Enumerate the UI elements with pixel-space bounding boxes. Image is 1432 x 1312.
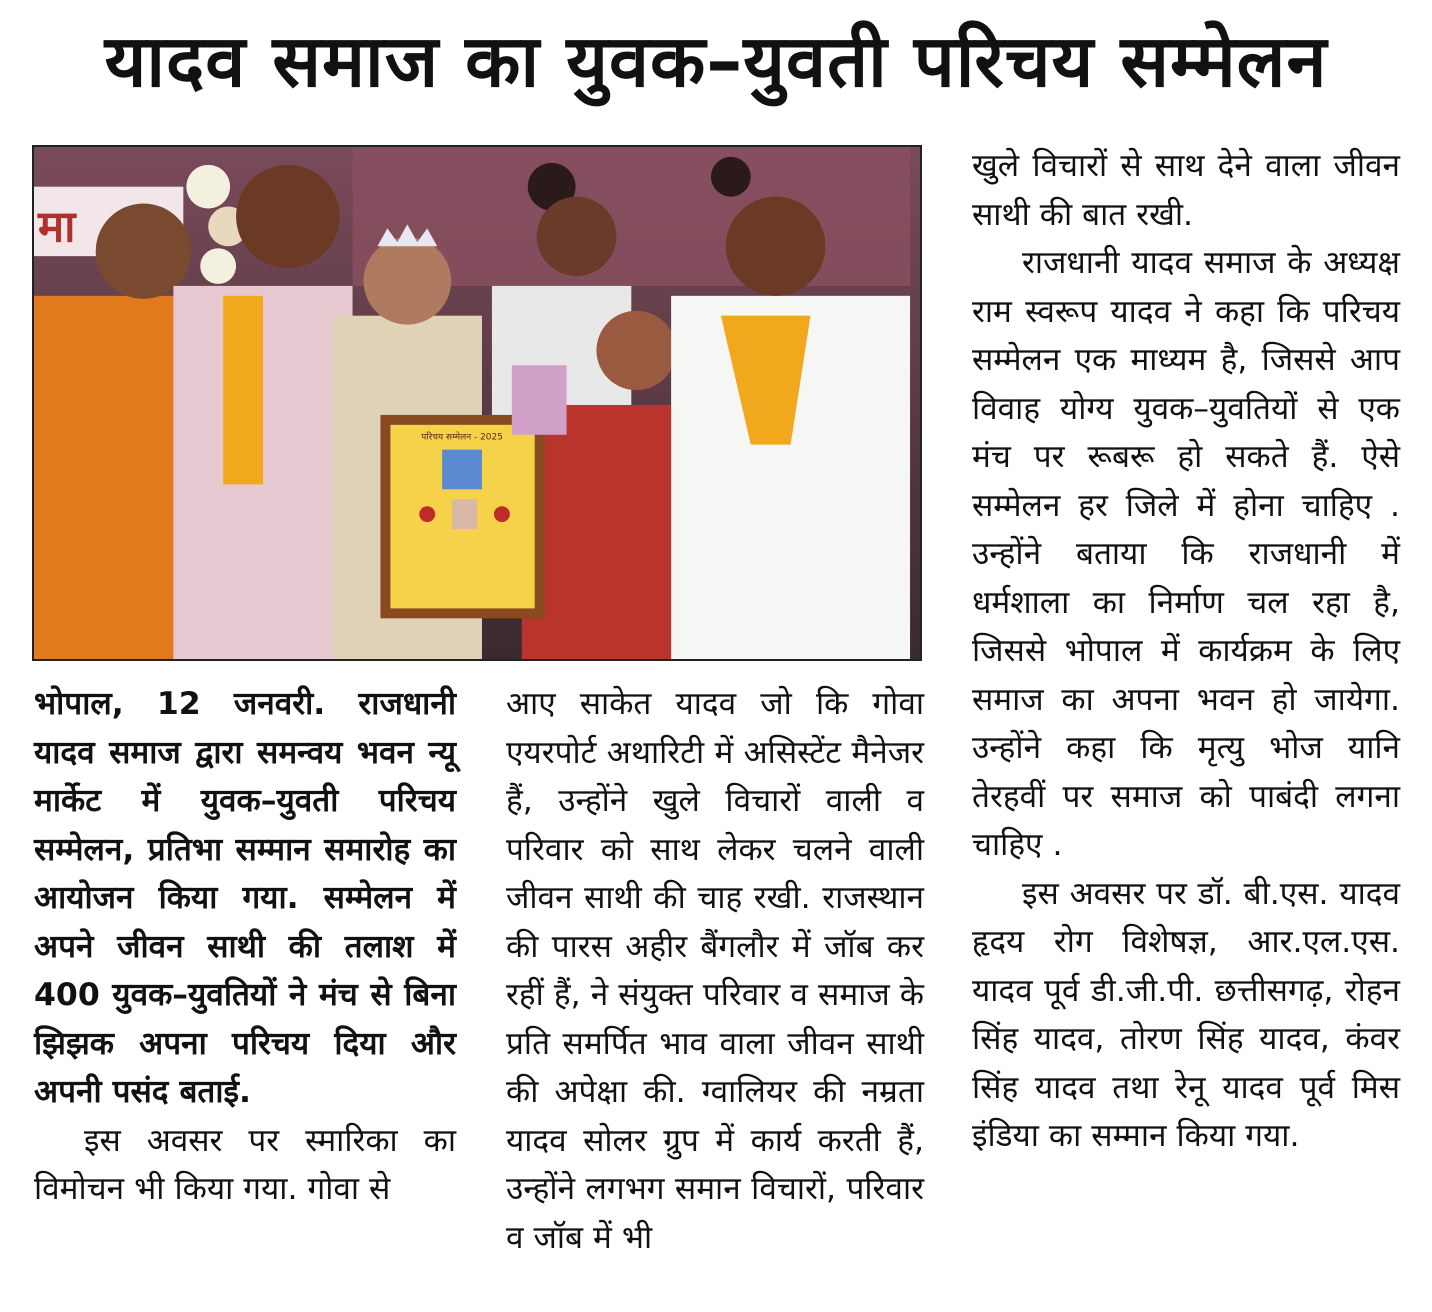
flower-decoration <box>200 248 236 284</box>
idol-statue <box>512 365 567 434</box>
person-scarf <box>173 286 352 659</box>
event-photo <box>32 145 922 661</box>
person-head <box>364 237 452 324</box>
paragraph: इस अवसर पर डॉ. बी.एस. यादव हृदय रोग विशेषज्ञ, आर.एल.एस. यादव पूर्व डी.जी.पी. छत्तीसगढ़, रोहन सिंह यादव, तोरण सिंह यादव, कंवर सिंह यादव तथा रेनू यादव पूर्व मिस इंडिया का सम्मान किया गया. <box>972 875 1400 1154</box>
plaque-deity-image <box>442 450 482 490</box>
rose-icon <box>419 506 435 522</box>
event-photo-illustration <box>34 147 920 659</box>
person-head <box>726 197 826 296</box>
paragraph: राजधानी यादव समाज के अध्यक्ष राम स्वरूप यादव ने कहा कि परिचय सम्मेलन एक माध्यम है, जिससे आप विवाह योग्य युवक–युवतियों से एक मंच पर रूबरू हो सकते हैं. ऐसे सम्मेलन हर जिले में होना चाहिए . उन्होंने बताया कि राजधानी में धर्मशाला का निर्माण चल रहा है, जिससे भोपाल में कार्यक्रम के लिए समाज का अपना भवन हो जायेगा. उन्होंने कहा कि मृत्यु भोज यानि तेरहवीं पर समाज को पाबंदी लगना चाहिए . <box>972 245 1400 863</box>
plaque-portrait <box>452 499 477 529</box>
column-1 <box>34 680 456 1214</box>
plaque-title: परिचय सम्मेलन - 2025 <box>421 432 503 443</box>
person-head <box>96 204 192 299</box>
person-head <box>236 165 340 268</box>
banner-text: मा <box>37 201 76 253</box>
person-head <box>537 197 617 276</box>
person-head <box>596 311 676 390</box>
lead-paragraph: भोपाल, 12 जनवरी. राजधानी यादव समाज द्वारा समन्वय भवन न्यू मार्केट में युवक–युवती परिचय सम्मेलन, प्रतिभा सम्मान समारोह का आयोजन किया गया. सम्मेलन में अपने जीवन साथी की तलाश में 400 युवक–युवतियों ने मंच से बिना झिझक अपना परिचय दिया और अपनी पसंद बताई. <box>34 686 456 1110</box>
column-3 <box>972 142 1400 1161</box>
flower-decoration <box>186 165 230 209</box>
headline: यादव समाज का युवक–युवती परिचय सम्मेलन <box>104 19 1328 103</box>
rose-icon <box>494 506 510 522</box>
paragraph: खुले विचारों से साथ देने वाला जीवन साथी की बात रखी. <box>972 148 1400 233</box>
paragraph: आए साकेत यादव जो कि गोवा एयरपोर्ट अथारिटी में असिस्टेंट मैनेजर हैं, उन्होंने खुले विचारों वाली व परिवार को साथ लेकर चलने वाली जीवन साथी की चाह रखी. राजस्थान की पारस अहीर बैंगलौर में जॉब कर रहीं हैं, ने संयुक्त परिवार व समाज के प्रति समर्पित भाव वाला जीवन साथी की अपेक्षा की. ग्वालियर की नम्रता यादव सोलर ग्रुप में कार्य करती हैं, उन्होंने लगभग समान विचारों, परिवार व जॉब में भी <box>506 686 924 1256</box>
paragraph: इस अवसर पर स्मारिका का विमोचन भी किया गया. गोवा से <box>34 1122 456 1207</box>
saffron-scarf <box>223 296 263 485</box>
camera <box>711 157 751 197</box>
column-2 <box>506 680 924 1262</box>
